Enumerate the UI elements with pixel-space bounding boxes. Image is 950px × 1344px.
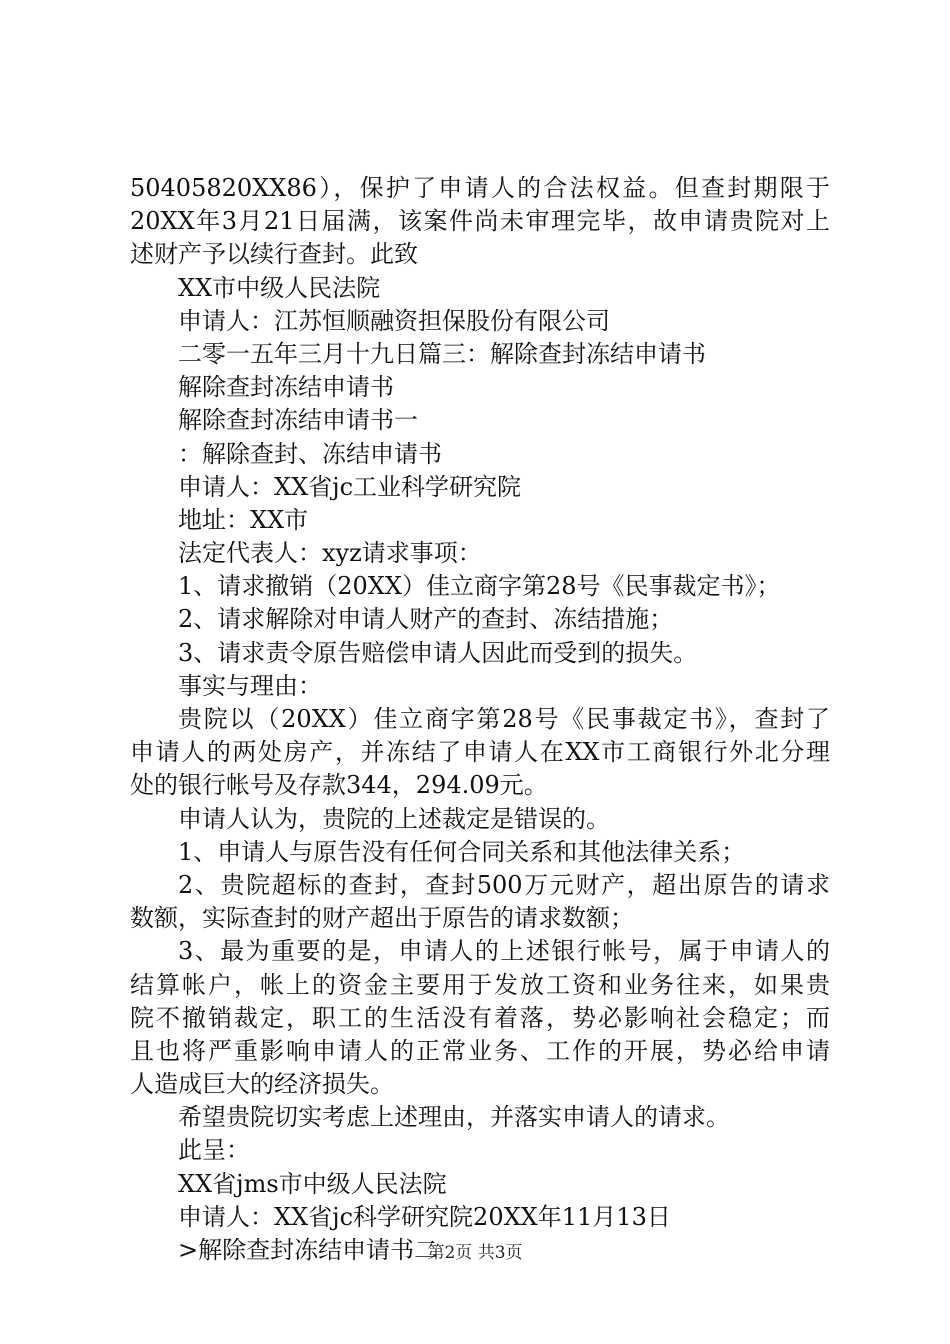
text-line: 申请人：XX省jc科学研究院20XX年11月13日 — [178, 1202, 671, 1231]
text-line: 此呈： — [178, 1136, 250, 1165]
text-line: 地址：XX市 — [178, 505, 309, 534]
page-footer: 第2页 共3页 — [427, 1243, 523, 1263]
text-line: 解除查封冻结申请书一 — [178, 406, 418, 435]
document-body — [130, 172, 830, 1267]
text-line: 1、申请人与原告没有任何合同关系和其他法律关系； — [178, 837, 746, 866]
text-line: 事实与理由： — [178, 671, 322, 700]
text-line: XX市中级人民法院 — [178, 273, 381, 302]
text-line: 希望贵院切实考虑上述理由，并落实申请人的请求。 — [178, 1103, 730, 1132]
text-line: 3、请求责令原告赔偿申请人因此而受到的损失。 — [178, 638, 698, 667]
text-line: 且也将严重影响申请人的正常业务、工作的开展，势必给申请 — [130, 1036, 830, 1065]
text-line: 3、最为重要的是，申请人的上述银行帐号，属于申请人的 — [178, 937, 830, 966]
text-line: 法定代表人：xyz请求事项： — [178, 539, 482, 568]
text-line: 申请人：XX省jc工业科学研究院 — [178, 472, 522, 501]
text-line: 二零一五年三月十九日篇三：解除查封冻结申请书 — [178, 339, 706, 368]
text-line: 申请人认为，贵院的上述裁定是错误的。 — [178, 804, 610, 833]
text-line: 结算帐户，帐上的资金主要用于发放工资和业务往来，如果贵 — [130, 970, 830, 999]
text-line: 院不撤销裁定，职工的生活没有着落，势必影响社会稳定；而 — [130, 1003, 830, 1032]
text-line: 50405820XX86），保护了申请人的合法权益。但查封期限于 — [130, 174, 830, 202]
text-line: 解除查封冻结申请书 — [178, 373, 394, 402]
text-line: 2、请求解除对申请人财产的查封、冻结措施； — [178, 605, 674, 634]
text-line: XX省jms市中级人民法院 — [178, 1169, 447, 1198]
text-line: 述财产予以续行查封。此致 — [130, 240, 418, 269]
text-line: >解除查封冻结申请书二 — [178, 1236, 439, 1264]
text-line: 数额，实际查封的财产超出于原告的请求数额； — [130, 904, 634, 933]
text-line: 贵院以（20XX）佳立商字第28号《民事裁定书》，查封了 — [178, 705, 830, 733]
text-line: 20XX年3月21日届满，该案件尚未审理完毕，故申请贵院对上 — [130, 207, 830, 236]
text-line: 申请人：江苏恒顺融资担保股份有限公司 — [178, 306, 610, 335]
text-line: 2、贵院超标的查封，查封500万元财产，超出原告的请求 — [178, 870, 830, 899]
text-line: ：解除查封、冻结申请书 — [178, 439, 442, 468]
text-line: 申请人的两处房产，并冻结了申请人在XX市工商银行外北分理 — [130, 738, 830, 767]
text-line: 1、请求撤销（20XX）佳立商字第28号《民事裁定书》； — [178, 572, 781, 601]
text-line: 人造成巨大的经济损失。 — [130, 1070, 394, 1099]
text-line: 处的银行帐号及存款344，294.09元。 — [130, 771, 548, 800]
